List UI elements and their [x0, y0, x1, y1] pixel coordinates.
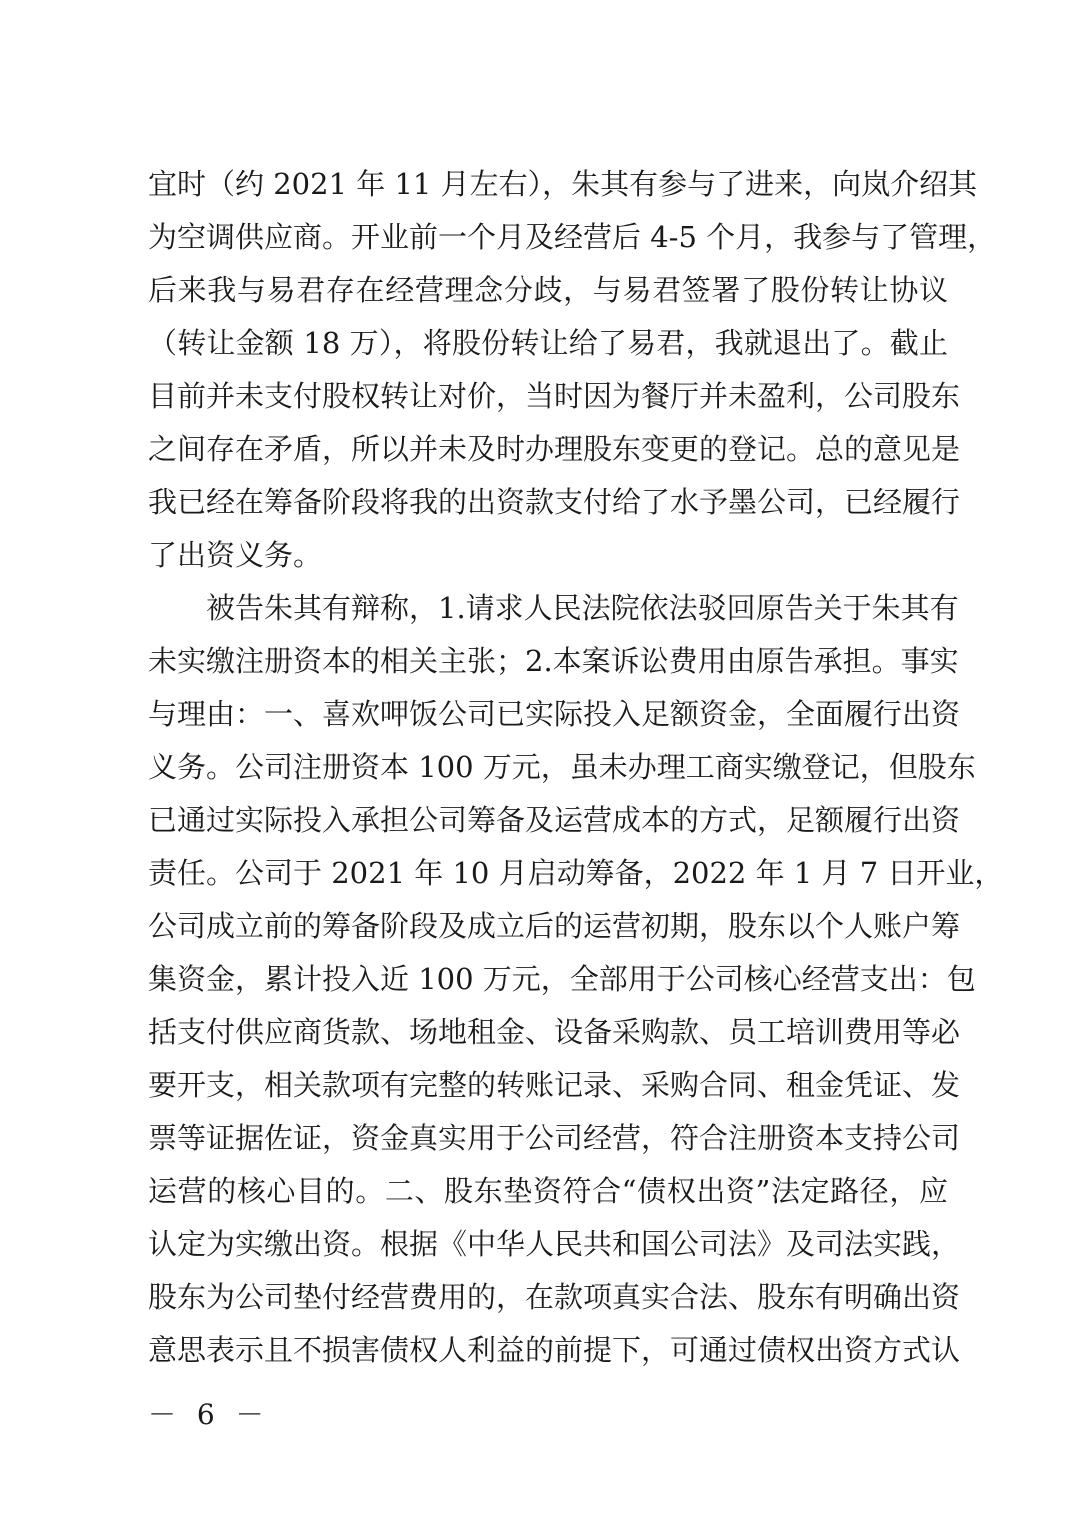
- text-line: 集资金，累计投入近 100 万元，全部用于公司核心经营支出：包: [148, 962, 976, 996]
- text-line: 股东为公司垫付经营费用的，在款项真实合法、股东有明确出资: [148, 1280, 961, 1314]
- page-number: － 6 －: [148, 1398, 270, 1431]
- text-line: 责任。公司于 2021 年 10 月启动筹备，2022 年 1 月 7 日开业，: [148, 856, 1004, 890]
- text-line: 了出资义务。: [148, 538, 323, 572]
- text-line: 被告朱其有辩称，1.请求人民法院依法驳回原告关于朱其有: [206, 591, 959, 625]
- text-line: 我已经在筹备阶段将我的出资款支付给了水予墨公司，已经履行: [148, 485, 961, 519]
- text-line: 公司成立前的筹备阶段及成立后的运营初期，股东以个人账户筹: [148, 909, 961, 943]
- text-line: 运营的核心目的。二、股东垫资符合“债权出资”法定路径，应: [148, 1174, 948, 1208]
- text-line: 意思表示且不损害债权人利益的前提下，可通过债权出资方式认: [148, 1333, 961, 1367]
- paragraph: [148, 582, 1004, 1377]
- text-line: 未实缴注册资本的相关主张；2.本案诉讼费用由原告承担。事实: [148, 644, 959, 678]
- text-line: 已通过实际投入承担公司筹备及运营成本的方式，足额履行出资: [148, 803, 961, 837]
- text-line: 目前并未支付股权转让对价，当时因为餐厅并未盈利，公司股东: [148, 379, 961, 413]
- text-line: 为空调供应商。开业前一个月及经营后 4-5 个月，我参与了管理，: [148, 220, 997, 254]
- text-line: 与理由：一、喜欢呷饭公司已实际投入足额资金，全面履行出资: [148, 697, 961, 731]
- text-line: （转让金额 18 万），将股份转让给了易君，我就退出了。截止: [148, 326, 948, 360]
- text-line: 要开支，相关款项有完整的转账记录、采购合同、租金凭证、发: [148, 1068, 961, 1102]
- text-line: 认定为实缴出资。根据《中华人民共和国公司法》及司法实践，: [148, 1227, 961, 1261]
- paragraph: [148, 158, 997, 582]
- text-line: 宜时（约 2021 年 11 月左右），朱其有参与了进来，向岚介绍其: [148, 167, 978, 201]
- document-body: [148, 158, 1004, 1377]
- text-line: 义务。公司注册资本 100 万元，虽未办理工商实缴登记，但股东: [148, 750, 976, 784]
- text-line: 后来我与易君存在经营理念分歧，与易君签署了股份转让协议: [148, 273, 948, 307]
- text-line: 括支付供应商货款、场地租金、设备采购款、员工培训费用等必: [148, 1015, 961, 1049]
- text-line: 之间存在矛盾，所以并未及时办理股东变更的登记。总的意见是: [148, 432, 961, 466]
- text-line: 票等证据佐证，资金真实用于公司经营，符合注册资本支持公司: [148, 1121, 961, 1155]
